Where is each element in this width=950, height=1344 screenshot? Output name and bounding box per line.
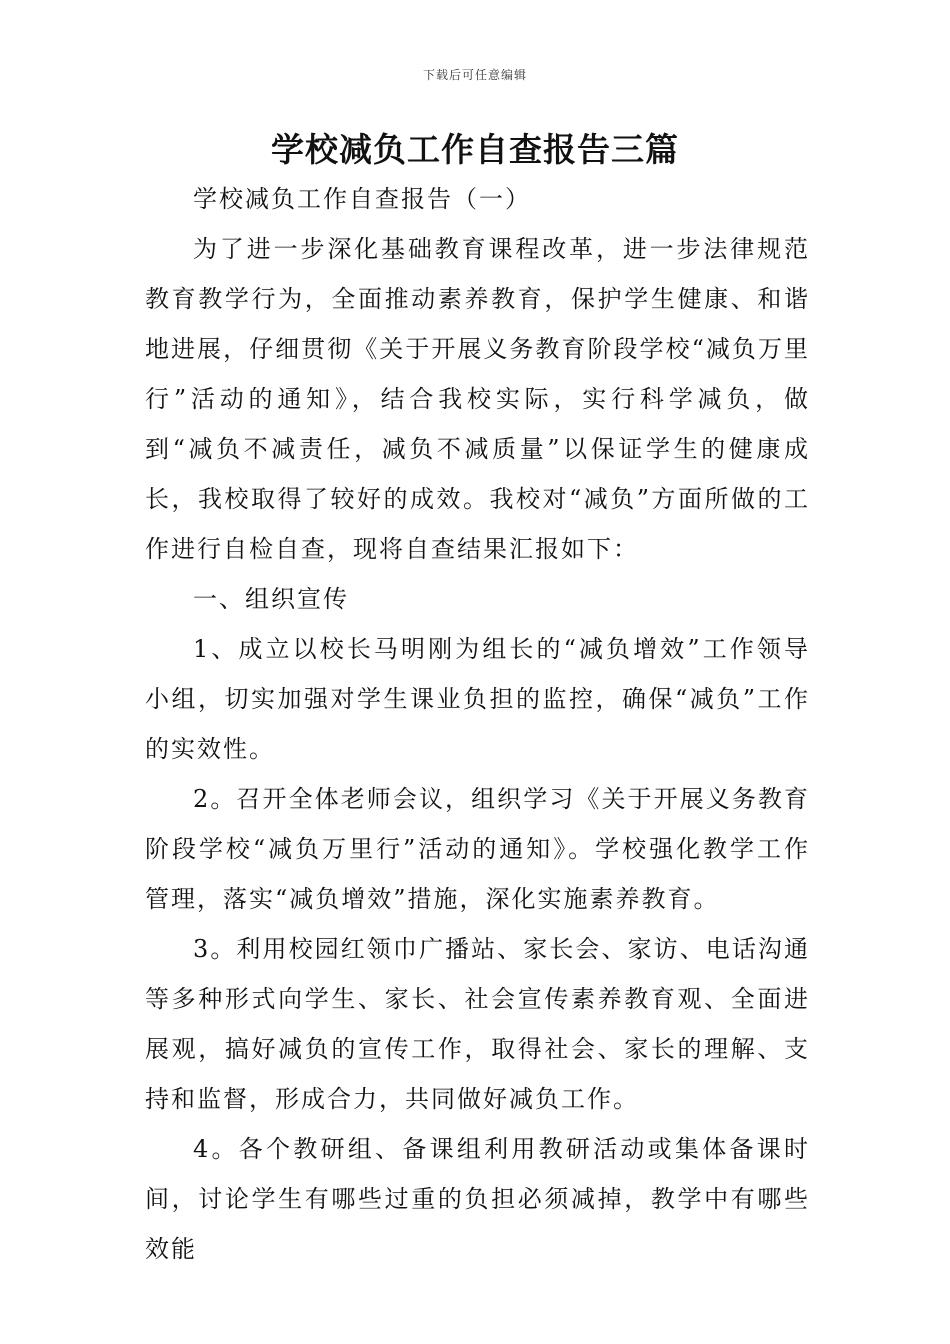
page-header-note: 下载后可任意编辑 [422,68,527,82]
intro-paragraph: 为了进一步深化基础教育课程改革，进一步法律规范教育教学行为，全面推动素养教育，保护学生健康、和谐地进展，仔细贯彻《关于开展义务教育阶段学校“减负万里行”活动的通知》，结合我校实际，实行科学减负，做到“减负不减责任，减负不减质量”以保证学生的健康成长，我校取得了较好的成效。我校对“减负”方面所做的工作进行自检自查，现将自查结果汇报如下： [145,235,810,563]
list-item-2: 2。召开全体老师会议，组织学习《关于开展义务教育阶段学校“减负万里行”活动的通知》。学校强化教学工作管理，落实“减负增效”措施，深化实施素养教育。 [145,785,810,913]
report-subtitle: 学校减负工作自查报告（一） [193,185,531,213]
document-title: 学校减负工作自查报告三篇 [271,130,679,169]
list-item-3: 3。利用校园红领巾广播站、家长会、家访、电话沟通等多种形式向学生、家长、社会宣传素养教育观、全面进展观，搞好减负的宣传工作，取得社会、家长的理解、支持和监督，形成合力，共同做好减负工作。 [145,935,810,1113]
list-item-1: 1、成立以校长马明刚为组长的“减负增效”工作领导小组，切实加强对学生课业负担的监控，确保“减负”工作的实效性。 [145,635,810,763]
list-item-4: 4。各个教研组、备课组利用教研活动或集体备课时间，讨论学生有哪些过重的负担必须减掉，教学中有哪些效能 [145,1135,810,1263]
document-body [145,174,810,1274]
section-heading-organization: 一、组织宣传 [193,585,349,613]
